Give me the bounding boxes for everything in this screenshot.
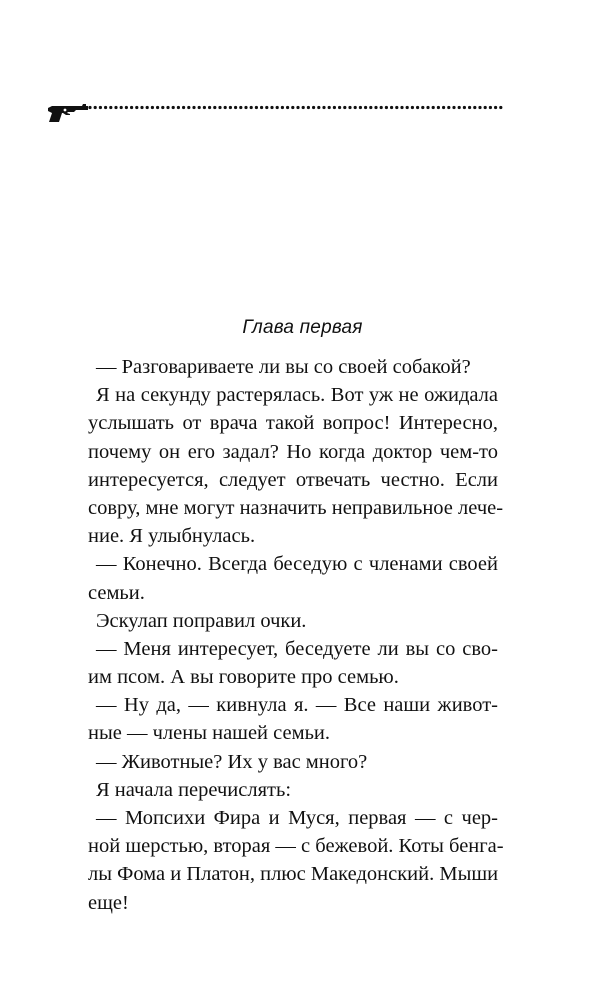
text-line: ние. Я улыбнулась. <box>88 525 256 548</box>
text-line: — Конечно. Всегда беседую с членами своей <box>96 553 498 576</box>
text-line: интересуется, следует отвечать честно. Если <box>88 468 498 491</box>
text-line: ные — члены нашей семьи. <box>88 722 331 745</box>
text-line: Я начала перечислять: <box>96 778 292 801</box>
text-line: — Разговариваете ли вы со своей собакой? <box>96 356 471 378</box>
text-line: — Меня интересует, беседуете ли вы со сво- <box>96 637 498 660</box>
text-line: почему он его задал? Но когда доктор чем-то <box>88 440 498 463</box>
text-line: семьи. <box>88 581 145 604</box>
text-line: — Животные? Их у вас много? <box>96 750 368 773</box>
text-line: Я на секунду растерялась. Вот уж не ожидала <box>96 384 498 407</box>
text-line: Эскулап поправил очки. <box>96 609 307 632</box>
text-line: ной шерстью, вторая — с бежевой. Коты бенга- <box>88 835 504 858</box>
text-line: им псом. А вы говорите про семью. <box>88 666 399 689</box>
chapter-ornament <box>46 97 506 123</box>
text-line: совру, мне могут назначить неправильное лече- <box>88 496 504 519</box>
chapter-title: Глава первая <box>242 317 363 338</box>
text-line: еще! <box>88 891 129 914</box>
revolver-icon <box>46 97 506 123</box>
text-line: — Ну да, — кивнула я. — Все наши живот- <box>96 694 498 717</box>
text-line: услышать от врача такой вопрос! Интересно, <box>88 412 498 435</box>
text-line: лы Фома и Платон, плюс Македонский. Мыши <box>88 863 499 886</box>
text-line: — Мопсихи Фира и Муся, первая — с чер- <box>96 807 498 829</box>
body-text <box>88 353 504 917</box>
